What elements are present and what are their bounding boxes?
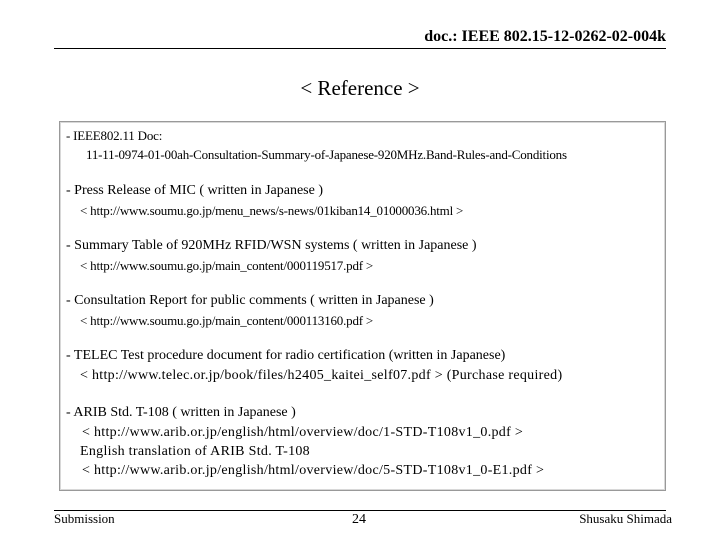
reference-arib-translation-link[interactable]: < http://www.arib.or.jp/english/html/overview/doc/5-STD-T108v1_0-E1.pdf > [82, 463, 545, 478]
reference-mic-press-release: - Press Release of MIC ( written in Japanese ) [66, 183, 323, 198]
reference-ieee-doc-name: 11-11-0974-01-00ah-Consultation-Summary-of-Japanese-920MHz.Band-Rules-and-Conditions [86, 147, 567, 162]
reference-summary-table: - Summary Table of 920MHz RFID/WSN systems ( written in Japanese ) [66, 238, 477, 253]
reference-mic-press-release-link[interactable]: < http://www.soumu.go.jp/menu_news/s-news/01kiban14_01000036.html > [80, 203, 464, 218]
reference-arib-translation-label: English translation of ARIB Std. T-108 [80, 444, 310, 459]
header-divider [54, 48, 666, 49]
reference-ieee-doc-label: - IEEE802.11 Doc: [66, 128, 163, 143]
page-title: < Reference > [300, 76, 420, 100]
footer-submission: Submission [54, 511, 115, 526]
reference-telec-procedure-link[interactable]: < http://www.telec.or.jp/book/files/h2405_kaitei_self07.pdf > (Purchase required) [80, 368, 563, 383]
reference-arib-std-link[interactable]: < http://www.arib.or.jp/english/html/overview/doc/1-STD-T108v1_0.pdf > [82, 425, 524, 440]
reference-telec-procedure: - TELEC Test procedure document for radio certification (written in Japanese) [66, 348, 506, 363]
reference-consultation-report: - Consultation Report for public comments ( written in Japanese ) [66, 293, 434, 308]
page-number: 24 [352, 512, 366, 527]
reference-consultation-report-link[interactable]: < http://www.soumu.go.jp/main_content/000113160.pdf > [80, 313, 374, 328]
reference-arib-std: - ARIB Std. T-108 ( written in Japanese ) [66, 405, 296, 420]
document-id: doc.: IEEE 802.15-12-0262-02-004k [424, 28, 666, 45]
footer-author: Shusaku Shimada [579, 511, 672, 526]
footer-divider [54, 510, 666, 511]
reference-summary-table-link[interactable]: < http://www.soumu.go.jp/main_content/000119517.pdf > [80, 258, 374, 273]
reference-box [59, 121, 666, 491]
